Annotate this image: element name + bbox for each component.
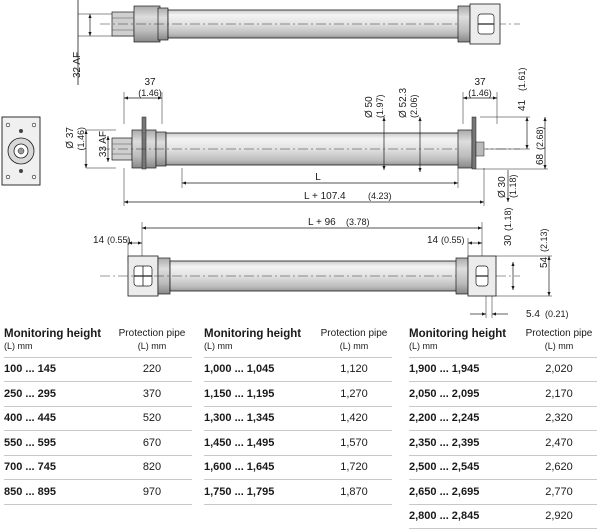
table-row: 100 ... 145 220 bbox=[4, 357, 192, 382]
dim-37-right-in: (1.46) bbox=[468, 88, 492, 98]
dim-5-4-in: (0.21) bbox=[545, 309, 569, 319]
dim-14-left: 14 bbox=[93, 235, 105, 246]
table-row: 550 ... 595 670 bbox=[4, 431, 192, 456]
monitoring-table-2 bbox=[204, 327, 392, 505]
dim-14-right: 14 bbox=[427, 235, 439, 246]
col-monitoring-height: Monitoring height (L) mm bbox=[409, 328, 507, 351]
dim-L96-in: (3.78) bbox=[346, 217, 370, 227]
dim-68: 68 bbox=[535, 153, 546, 165]
dim-54-in: (2.13) bbox=[539, 228, 549, 252]
table-row: 1,900 ... 1,945 2,020 bbox=[409, 357, 597, 382]
table-row: 1,300 ... 1,345 1,420 bbox=[204, 406, 392, 431]
col-protection-pipe: Protection pipe (L) mm bbox=[320, 328, 388, 351]
table-row: 1,000 ... 1,045 1,120 bbox=[204, 357, 392, 382]
dim-41: 41 bbox=[517, 99, 528, 111]
dim-54: 54 bbox=[539, 256, 550, 268]
col-protection-pipe: Protection pipe (L) mm bbox=[525, 328, 593, 351]
table-row: 2,350 ... 2,395 2,470 bbox=[409, 431, 597, 456]
dim-d52: Ø 52.3 bbox=[398, 87, 409, 118]
table-row: 1,150 ... 1,195 1,270 bbox=[204, 382, 392, 407]
table-row: 2,050 ... 2,095 2,170 bbox=[409, 382, 597, 407]
dim-30-in: (1.18) bbox=[503, 207, 513, 231]
dim-d52-in: (2.06) bbox=[409, 94, 419, 118]
col-monitoring-height: Monitoring height (L) mm bbox=[4, 328, 102, 351]
dim-68-in: (2.68) bbox=[535, 126, 545, 150]
monitoring-table-1 bbox=[4, 327, 192, 505]
flange-front-view bbox=[2, 117, 40, 185]
dim-d37: Ø 37 bbox=[65, 127, 76, 149]
dim-30: 30 bbox=[503, 234, 514, 246]
dim-L96: L + 96 bbox=[308, 217, 336, 228]
dim-41-in: (1.61) bbox=[517, 67, 527, 91]
dim-37-left: 37 bbox=[144, 77, 156, 88]
table-row: 2,200 ... 2,245 2,320 bbox=[409, 406, 597, 431]
dim-32af: 32 AF bbox=[72, 51, 83, 78]
monitoring-table-3 bbox=[409, 327, 597, 529]
dim-37-right: 37 bbox=[474, 77, 486, 88]
col-protection-pipe: Protection pipe (L) mm bbox=[118, 328, 186, 351]
table-row: 1,750 ... 1,795 1,870 bbox=[204, 480, 392, 505]
table-row: 400 ... 445 520 bbox=[4, 406, 192, 431]
dim-d30: Ø 30 bbox=[497, 176, 508, 198]
dim-d37-in: (1.46) bbox=[76, 127, 86, 151]
dim-d50: Ø 50 bbox=[364, 96, 375, 118]
lower-view bbox=[93, 207, 569, 320]
table-row: 850 ... 895 970 bbox=[4, 480, 192, 505]
dim-L107-in: (4.23) bbox=[368, 191, 392, 201]
top-view bbox=[72, 0, 520, 85]
dim-14-right-in: (0.55) bbox=[441, 235, 465, 245]
dim-d50-in: (1.97) bbox=[375, 94, 385, 118]
table-row: 700 ... 745 820 bbox=[4, 455, 192, 480]
side-view bbox=[65, 67, 548, 206]
dim-5-4: 5.4 bbox=[526, 309, 540, 320]
dim-14-left-in: (0.55) bbox=[107, 235, 131, 245]
dim-L107: L + 107.4 bbox=[304, 191, 346, 202]
col-monitoring-height: Monitoring height (L) mm bbox=[204, 328, 302, 351]
table-row: 1,450 ... 1,495 1,570 bbox=[204, 431, 392, 456]
table-row: 250 ... 295 370 bbox=[4, 382, 192, 407]
table-row: 2,500 ... 2,545 2,620 bbox=[409, 455, 597, 480]
dim-d30-in: (1.18) bbox=[508, 174, 518, 198]
dim-33af: 33 AF bbox=[98, 131, 109, 158]
table-row: 2,800 ... 2,845 2,920 bbox=[409, 504, 597, 529]
table-row: 2,650 ... 2,695 2,770 bbox=[409, 480, 597, 505]
dim-L: L bbox=[315, 172, 321, 183]
dim-37-left-in: (1.46) bbox=[138, 88, 162, 98]
table-row: 1,600 ... 1,645 1,720 bbox=[204, 455, 392, 480]
